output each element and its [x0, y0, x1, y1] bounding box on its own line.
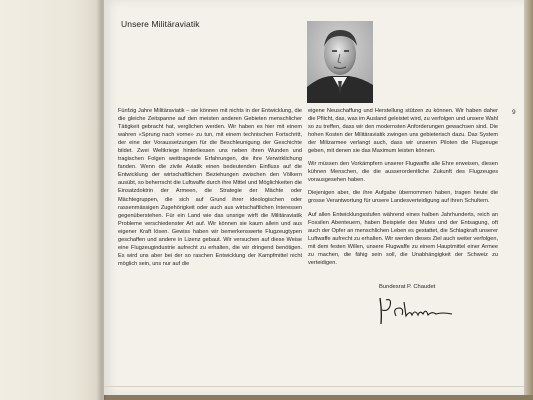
document-page [104, 0, 524, 395]
handwritten-signature [372, 294, 462, 330]
page-title: Unsere Militäraviatik [121, 19, 200, 29]
signatory-name: Bundesrat P. Chaudet [379, 284, 436, 290]
paragraph: Wir müssen den Vorkämpfern unserer Flugwaffe alle Ehre erweisen, diesen kühnen Menschen, die die ausserordentliche Zukunft des Flugzeuges vorausgesehen haben. [308, 161, 498, 184]
article-column-right [308, 107, 498, 272]
article-column-left [118, 107, 302, 273]
page-edge-stack [524, 0, 533, 395]
paragraph: Auf allen Entwicklungsstufen während eines halben Jahrhunderts, reich an Fossilen Abenteuern, haben Beispiele des Mutes und der Entsagung, oft auch der Opfer an menschlichen Leben es gestattet, die Schlagkraft unserer Luftwaffe aufrecht zu erhalten. Wir werden dieses Ziel auch weiter verfolgen, mit dem festen Willen, unsere Flugwaffe zu einem Hauptmittel einer Armee zu machen, die fähig sein soll, die Unabhängigkeit der Schweiz zu verteidigen. [308, 211, 498, 266]
paragraph: Diejenigen aber, die ihre Aufgabe übernommen haben, tragen heute die grosse Verantwortung für unsere Landesverteidigung auf ihren Schultern. [308, 190, 498, 205]
paragraph: Fünfzig Jahre Militäraviatik – sie können mit nichts in der Entwicklung, die die gleiche Zeitspanne auf den meisten anderen Gebieten menschlicher Tätigkeit gebracht hat, verglichen werden. Wir haben es hier mit einem wahren «Sprung nach vorne» zu tun, mit einem technischen Fortschritt, der eine der Voraussetzungen für die Beschleunigung der Geschichte bildet. Zwei Weltkriege hinterliessen uns neben ihren Wunden und tragischen Folgen weittragende Erfahrungen, die ihre Verwirklichung fanden. Wenn die zivile Aviatik einen bedeutenden Einfluss auf die Entwicklung der wirtschaftlichen Beziehungen zwischen den Völkern ausübt, so beherrscht die Luftwaffe durch ihre Mittel und Möglichkeiten die Einsatzdoktrin der Armeen, die Strategie der Mächte oder Mächtegruppen, die sich auf Grund ihrer ideologischen oder rassenmässigen Zugehörigkeit oder auch aus wirtschaftlichen Interessen gegenüberstehen. Für ein Land wie das unsrige wirft die Militäraviatik Probleme verschiedenster Art auf. Wir können sie kaum allein und aus eigener Kraft lösen. Gewiss haben wir bemerkenswerte Flugzeugtypen geschaffen und andere in Lizenz gebaut. Wir versuchen auf diese Weise eine Flugzeugindustrie aufrecht zu erhalten, die wir dringend benötigen. Es wird uns aber bei der so raschen Entwicklung der Kampfmittel nicht möglich sein, uns nur auf die [118, 108, 302, 267]
page-divider [104, 386, 524, 387]
paragraph: eigene Neuschaffung und Herstellung stützen zu können. Wir haben daher die Pflicht, das, was im Ausland geleistet wird, zu verfolgen und unsere Wahl so zu treffen, dass wir den modernsten Anforderungen gewachsen sind. Die hohen Kosten der Militäraviatik zwingen uns gebieterisch dazu. Das System der Milizarmee verlangt auch, dass wir unseren Piloten die Flugzeuge geben, mit denen sie das Maximum leisten können. [308, 108, 498, 155]
portrait-photo [307, 21, 373, 103]
facing-page [0, 0, 104, 400]
page-number: 9 [512, 109, 516, 116]
